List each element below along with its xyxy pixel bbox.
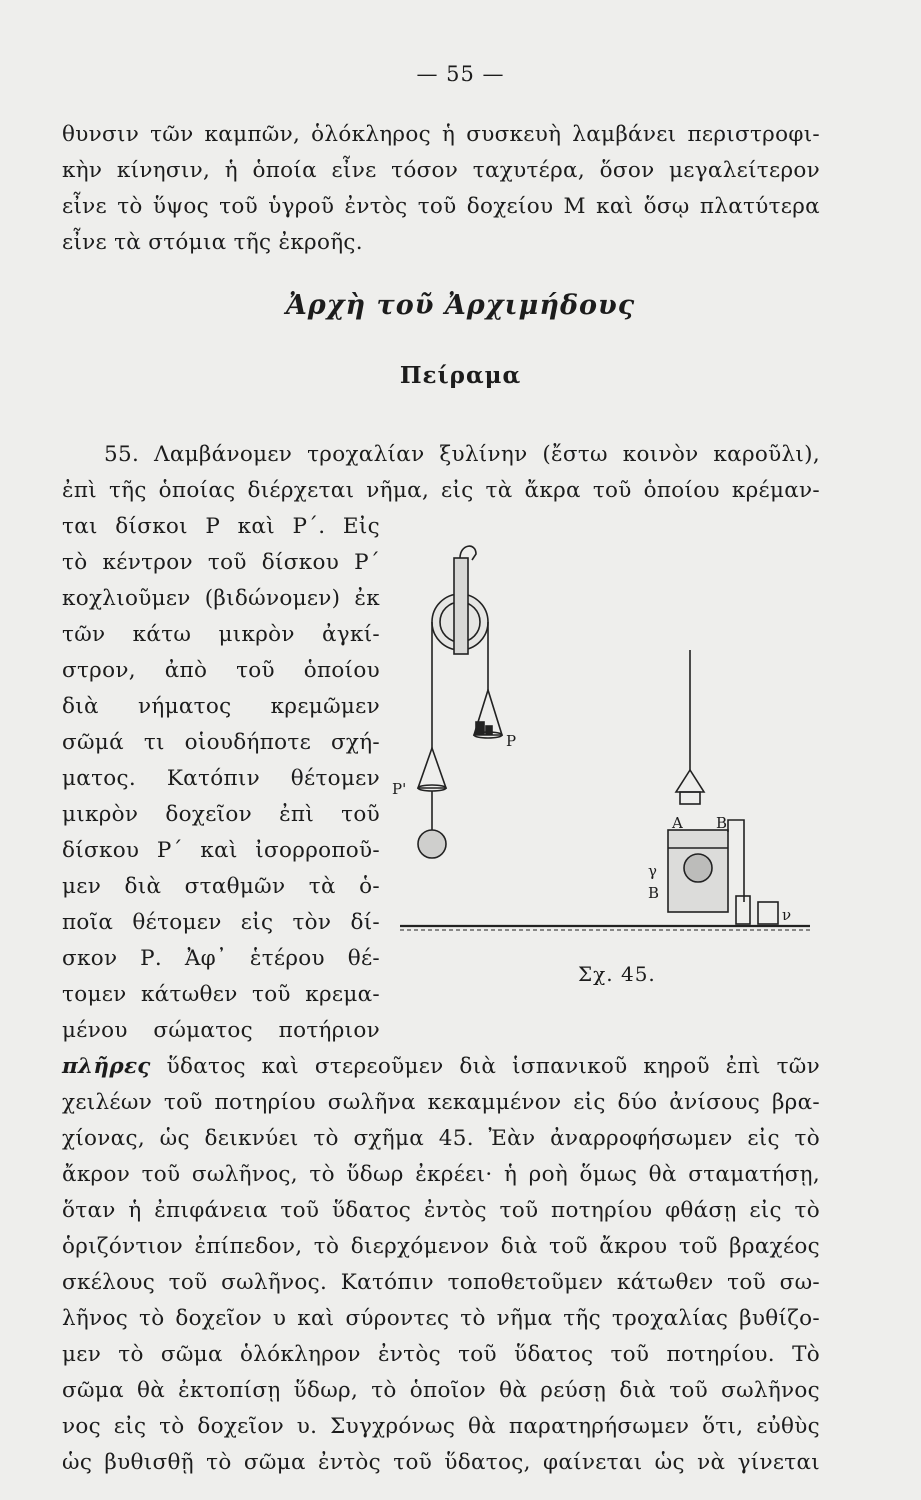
label-nu: ν: [782, 906, 792, 924]
subsection-title: Πείραμα: [399, 362, 522, 389]
text-line: διὰ νήματος κρεμῶμεν: [62, 694, 380, 719]
small-vessel: [680, 792, 700, 804]
label-p: P: [506, 732, 517, 750]
text-line: μένου σώματος ποτήριον: [62, 1018, 380, 1043]
weight: [486, 726, 492, 734]
text-line: ται δίσκοι Ρ καὶ Ρ΄. Εἰς: [62, 514, 380, 539]
text-line: μικρὸν δοχεῖον ἐπὶ τοῦ: [62, 802, 380, 827]
text-line: ἐπὶ τῆς ὁποίας διέρχεται νῆμα, εἰς τὰ ἄκρα τοῦ ὁποίου κρέμαν-: [62, 478, 820, 503]
text-line: μεν διὰ σταθμῶν τὰ ὁ-: [62, 874, 380, 899]
text-line: εἶνε τὰ στόμια τῆς ἐκροῆς.: [62, 230, 363, 255]
text-line: τομεν κάτωθεν τοῦ κρεμα-: [62, 982, 380, 1007]
text-line: χίονας, ὡς δεικνύει τὸ σχῆμα 45. Ἐὰν ἀναρροφήσωμεν εἰς τὸ: [62, 1126, 820, 1151]
vessel-nu: [758, 902, 778, 924]
second-cone: [676, 770, 704, 792]
text-line: κὴν κίνησιν, ἡ ὁποία εἶνε τόσον ταχυτέρα, ὅσον μεγαλείτερον: [62, 158, 820, 183]
text-line: τὸ κέντρον τοῦ δίσκου Ρ΄: [62, 550, 380, 575]
text-line: λῆνος τὸ δοχεῖον υ καὶ σύροντες τὸ νῆμα τῆς τροχαλίας βυθίζο-: [62, 1306, 820, 1331]
pulley-frame: [454, 558, 468, 654]
text-line: ματος. Κατόπιν θέτομεν: [62, 766, 380, 791]
figure-45-illustration: [380, 530, 825, 950]
text-line: σῶμα θὰ ἐκτοπίσῃ ὕδωρ, τὸ ὁποῖον θὰ ρεύσῃ διὰ τοῦ σωλῆνος: [62, 1378, 820, 1403]
label-a: A: [672, 814, 683, 832]
text-line: νος εἰς τὸ δοχεῖον υ. Συγχρόνως θὰ παρατηρήσωμεν ὅτι, εὐθὺς: [62, 1414, 820, 1439]
text-line: μεν τὸ σῶμα ὁλόκληρον ἐντὸς τοῦ ὕδατος τοῦ ποτηρίου. Τὸ: [62, 1342, 820, 1367]
bent-tube: [728, 820, 744, 902]
text-line: εἶνε τὸ ὕψος τοῦ ὑγροῦ ἐντὸς τοῦ δοχείου Μ καὶ ὅσῳ πλατύτερα: [62, 194, 820, 219]
text-line: θυνσιν τῶν καμπῶν, ὁλόκληρος ἡ συσκευὴ λαμβάνει περιστροφι-: [62, 122, 820, 147]
text-line: [62, 1052, 820, 1082]
text-line: ὡς βυθισθῇ τὸ σῶμα ἐντὸς τοῦ ὕδατος, φαίνεται ὡς νὰ γίνεται: [62, 1450, 820, 1475]
text-line: χειλέων τοῦ ποτηρίου σωλῆνα κεκαμμένον εἰς δύο ἀνίσους βρα-: [62, 1090, 820, 1115]
page-number: — 55 —: [416, 62, 505, 86]
emphasized-word: πλῆρες: [62, 1054, 151, 1079]
text-line: ὅταν ἡ ἐπιφάνεια τοῦ ὕδατος ἐντὸς τοῦ ποτηρίου φθάσῃ εἰς τὸ: [62, 1198, 820, 1223]
text-line: σῶμά τι οἱουδήποτε σχή-: [62, 730, 380, 755]
text-line-rest: ὕδατος καὶ στερεοῦμεν διὰ ἱσπανικοῦ κηροῦ ἐπὶ τῶν: [150, 1054, 820, 1079]
text-line: ποῖα θέτομεν εἰς τὸν δί-: [62, 910, 380, 935]
submerged-body: [684, 854, 712, 882]
label-b-lower: B: [648, 884, 660, 902]
text-line: σκέλους τοῦ σωλῆνος. Κατόπιν τοποθετοῦμεν κάτωθεν τοῦ σω-: [62, 1270, 820, 1295]
text-line: 55. Λαμβάνομεν τροχαλίαν ξυλίνην (ἔστω κοινὸν καροῦλι),: [104, 442, 820, 467]
label-b-upper: B: [716, 814, 728, 832]
hanging-body: [418, 830, 446, 858]
text-line: ἄκρον τοῦ σωλῆνος, τὸ ὕδωρ ἐκρέει· ἡ ροὴ ὅμως θὰ σταματήσῃ,: [62, 1162, 820, 1187]
figure-caption: Σχ. 45.: [578, 962, 656, 986]
text-line: τῶν κάτω μικρὸν ἀγκί-: [62, 622, 380, 647]
text-line: δίσκου Ρ΄ καὶ ἰσορροποῦ-: [62, 838, 380, 863]
label-gamma: γ: [648, 862, 657, 880]
pan-p-prime-cone: [418, 748, 446, 788]
label-p-prime: P': [392, 780, 407, 798]
text-line: στρον, ἀπὸ τοῦ ὁποίου: [62, 658, 380, 683]
text-line: ὁριζόντιον ἐπίπεδον, τὸ διερχόμενον διὰ τοῦ ἄκρου τοῦ βραχέος: [62, 1234, 820, 1259]
weight: [476, 722, 484, 734]
text-line: κοχλιοῦμεν (βιδώνομεν) ἐκ: [62, 586, 380, 611]
text-line: σκον Ρ. Ἀφ᾽ ἑτέρου θέ-: [62, 946, 380, 971]
section-title: Ἀρχὴ τοῦ Ἀρχιμήδους: [285, 290, 636, 321]
